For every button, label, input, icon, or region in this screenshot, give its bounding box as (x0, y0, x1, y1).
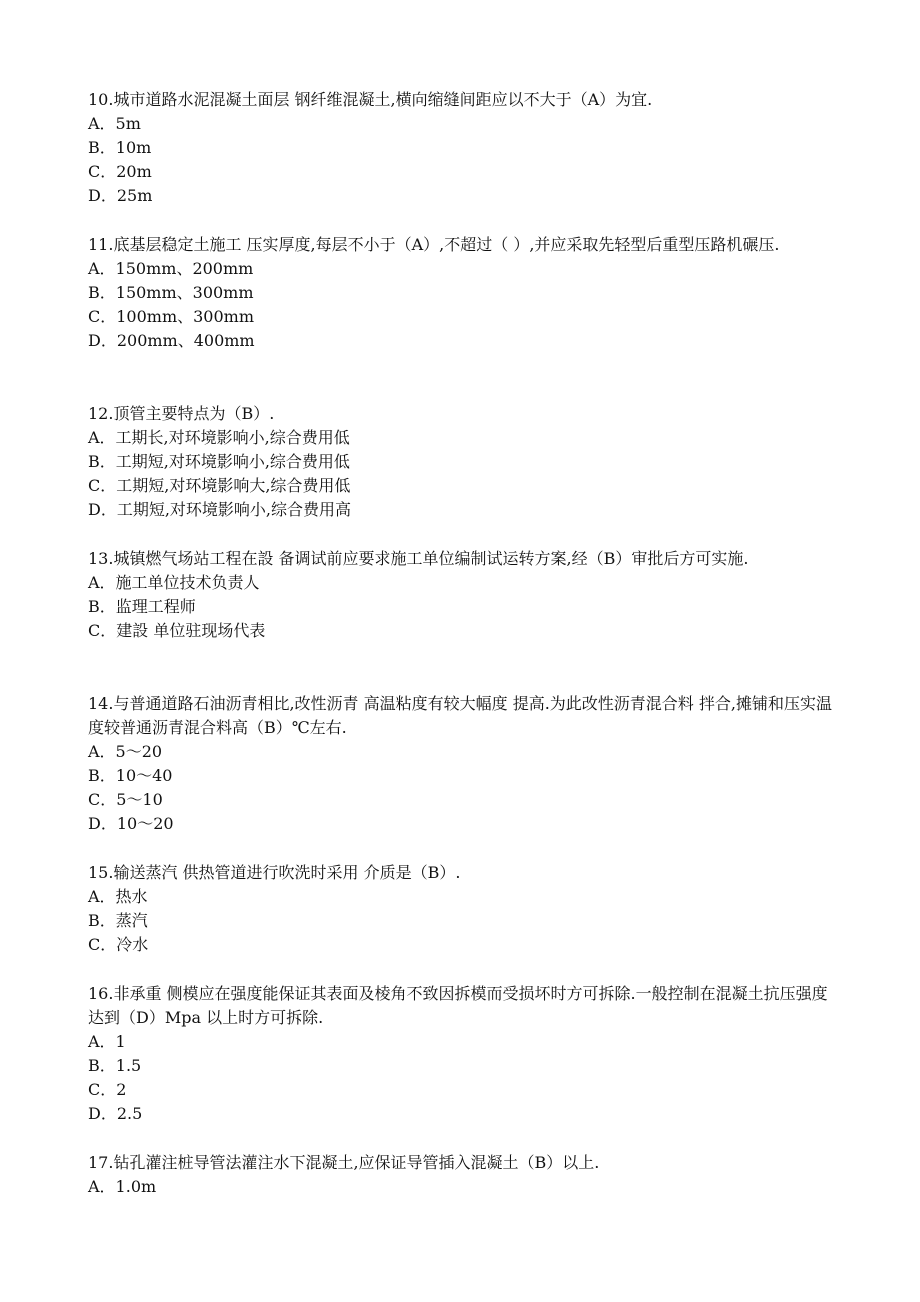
question-14 (88, 692, 838, 836)
question-17 (88, 1151, 838, 1199)
question-11 (88, 233, 838, 353)
question-stem: 12.顶管主要特点为（B）. (88, 404, 275, 423)
question-stem: 11.底基层稳定土施工 压实厚度,每层不小于（A）,不超过（ ）,并应采取先轻型后重型压路机碾压. (88, 235, 780, 254)
question-10 (88, 88, 838, 208)
option-d: D．10～20 (88, 814, 174, 833)
option-a: A．施工单位技术负责人 (88, 573, 260, 592)
option-b: B．1.5 (88, 1056, 142, 1075)
question-stem: 17.钻孔灌注桩导管法灌注水下混凝土,应保证导管插入混凝土（B）以上. (88, 1153, 600, 1172)
option-a: A．5～20 (88, 742, 163, 761)
question-stem: 13.城镇燃气场站工程在設 备调试前应要求施工单位编制试运转方案,经（B）审批后方可实施. (88, 549, 749, 568)
option-b: B．工期短,对环境影响小,综合费用低 (88, 452, 350, 471)
option-a: A．热水 (88, 887, 148, 906)
option-a: A．150mm、200mm (88, 259, 254, 278)
option-c: C．冷水 (88, 935, 149, 954)
option-c: C．2 (88, 1080, 127, 1099)
question-stem: 16.非承重 侧模应在强度能保证其表面及棱角不致因拆模而受损坏时方可拆除.一般控制在混凝土抗压强度达到（D）Mpa 以上时方可拆除. (88, 984, 828, 1027)
option-d: D．2.5 (88, 1104, 143, 1123)
option-b: B．10m (88, 138, 152, 157)
option-b: B．监理工程师 (88, 597, 196, 616)
question-15 (88, 861, 838, 957)
option-c: C．建設 单位驻现场代表 (88, 621, 266, 640)
question-12 (88, 402, 838, 522)
option-c: C．100mm、300mm (88, 307, 255, 326)
question-stem: 10.城市道路水泥混凝土面层 钢纤维混凝土,横向缩缝间距应以不大于（A）为宜. (88, 90, 653, 109)
option-a: A．工期长,对环境影响小,综合费用低 (88, 428, 350, 447)
option-b: B．10～40 (88, 766, 173, 785)
question-stem: 15.输送蒸汽 供热管道进行吹洗时采用 介质是（B）. (88, 863, 461, 882)
option-c: C．20m (88, 162, 152, 181)
option-a: A．1 (88, 1032, 126, 1051)
option-d: D．工期短,对环境影响小,综合费用高 (88, 500, 352, 519)
option-c: C．工期短,对环境影响大,综合费用低 (88, 476, 351, 495)
question-16 (88, 982, 838, 1126)
option-a: A．1.0m (88, 1177, 157, 1196)
option-c: C．5～10 (88, 790, 163, 809)
question-13 (88, 547, 838, 643)
option-a: A．5m (88, 114, 141, 133)
option-d: D．200mm、400mm (88, 331, 255, 350)
question-stem: 14.与普通道路石油沥青相比,改性沥青 高温粘度有较大幅度 提高.为此改性沥青混合料 拌合,摊铺和压实温度较普通沥青混合料高（B）℃左右. (88, 694, 832, 737)
option-d: D．25m (88, 186, 153, 205)
option-b: B．150mm、300mm (88, 283, 254, 302)
option-b: B．蒸汽 (88, 911, 148, 930)
